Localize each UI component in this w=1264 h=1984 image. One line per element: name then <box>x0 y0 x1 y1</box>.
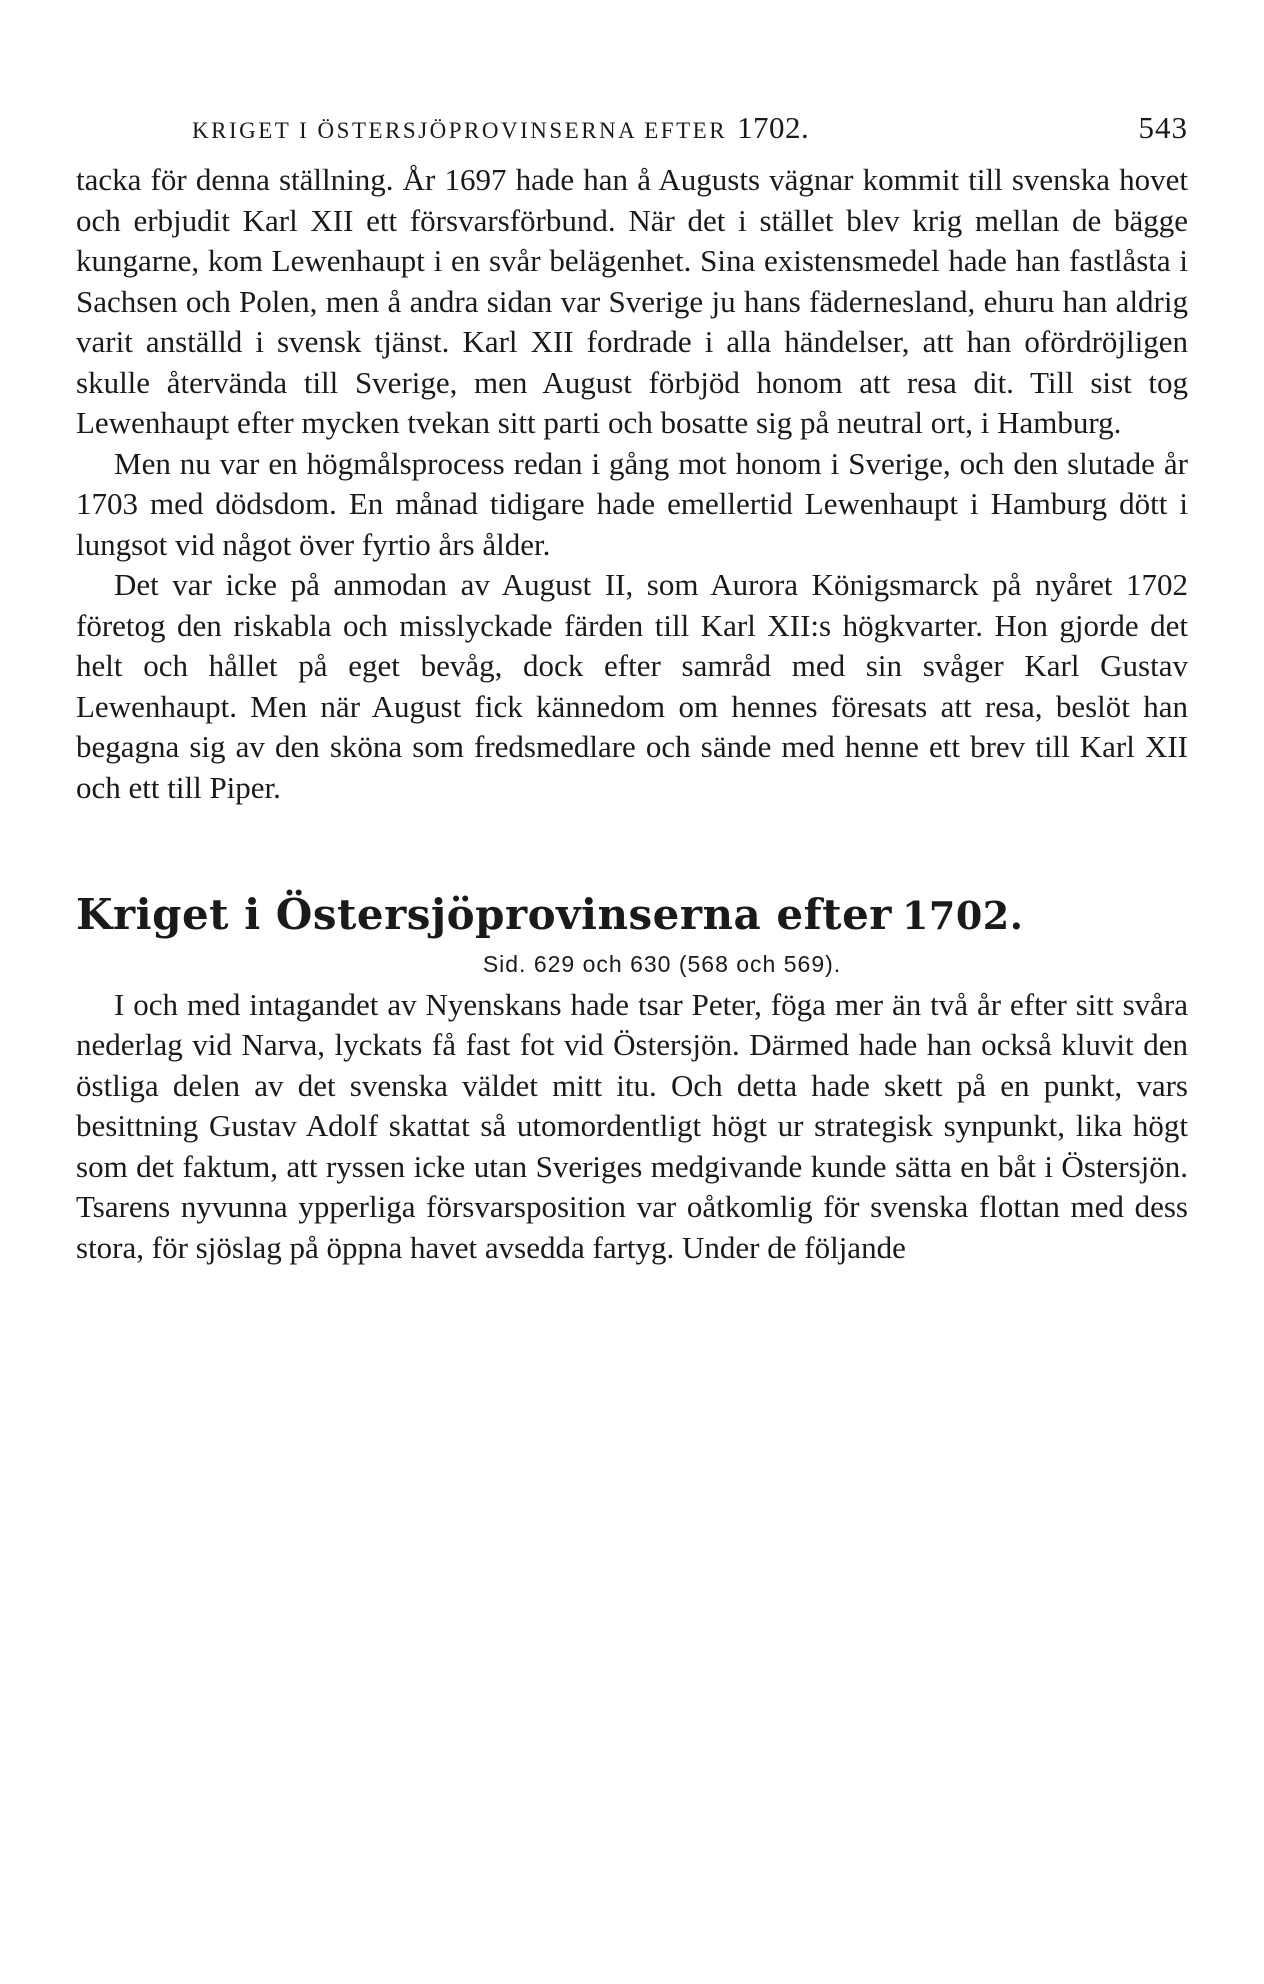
running-title-text: KRIGET I ÖSTERSJÖPROVINSERNA EFTER <box>192 118 728 143</box>
paragraph-lewenhaupt-death: Men nu var en högmålsprocess redan i gång mot honom i Sverige, och den slutade år 1703 med dödsdom. En månad tidigare hade emellertid Lewenhaupt i Hamburg dött i lungsot vid något över fyrtio års ålder. <box>76 445 1188 562</box>
paragraph-nyenskans: I och med intagandet av Nyenskans hade tsar Peter, föga mer än två år efter sitt svåra nederlag vid Narva, lyckats få fast fot vid Östersjön. Därmed hade han också kluvit den östliga delen av det svenska väldet mitt itu. Och detta hade skett på en punkt, vars besittning Gustav Adolf skattat så utomordentligt högt ur strategisk synpunkt, lika högt som det faktum, att ryssen icke utan Sveriges medgivande kunde sätta en båt i Östersjön. Tsarens nyvunna ypperliga försvarsposition var oåtkomlig för svenska flottan med dess stora, för sjöslag på öppna havet avsedda fartyg. Under de följande <box>76 986 1188 1265</box>
section-heading-text: Kriget i Östersjöprovinserna efter <box>76 890 892 939</box>
section-heading-year: 1702. <box>901 893 1024 938</box>
paragraph-aurora-konigsmarck: Det var icke på anmodan av August II, som Aurora Königsmarck på nyåret 1702 företog den riskabla och misslyckade färden till Karl XII:s högkvarter. Hon gjorde det helt och hållet på eget bevåg, dock efter samråd med sin svåger Karl Gustav Lewenhaupt. Men när August fick kännedom om hennes föresats att resa, beslöt han begagna sig av den sköna som fredsmedlare och sände med henne ett brev till Karl XII och ett till Piper. <box>76 567 1188 805</box>
paragraph-lewenhaupt-position: tacka för denna ställning. År 1697 hade han å Augusts vägnar kommit till svenska hovet och erbjudit Karl XII ett försvarsförbund. När det i stället blev krig mellan de bägge kungarne, kom Lewenhaupt i en svår belägenhet. Sina existensmedel hade han fastlåsta i Sachsen och Polen, men å andra sidan var Sverige ju hans fädernesland, ehuru han aldrig varit anställd i svensk tjänst. Karl XII fordrade i alla händelser, att han ofördröjligen skulle återvända till Sverige, men August förbjöd honom att resa dit. Till sist tog Lewenhaupt efter mycken tvekan sitt parti och bosatte sig på neutral ort, i Hamburg. <box>76 162 1188 440</box>
running-title <box>76 110 809 146</box>
body-text <box>76 160 1188 1268</box>
section-page-reference: Sid. 629 och 630 (568 och 569). <box>482 951 842 978</box>
page-number: 543 <box>1138 110 1188 145</box>
section-heading <box>76 890 1188 940</box>
book-page <box>76 110 1188 1268</box>
running-header <box>76 110 1188 160</box>
running-title-year: 1702. <box>737 110 810 145</box>
